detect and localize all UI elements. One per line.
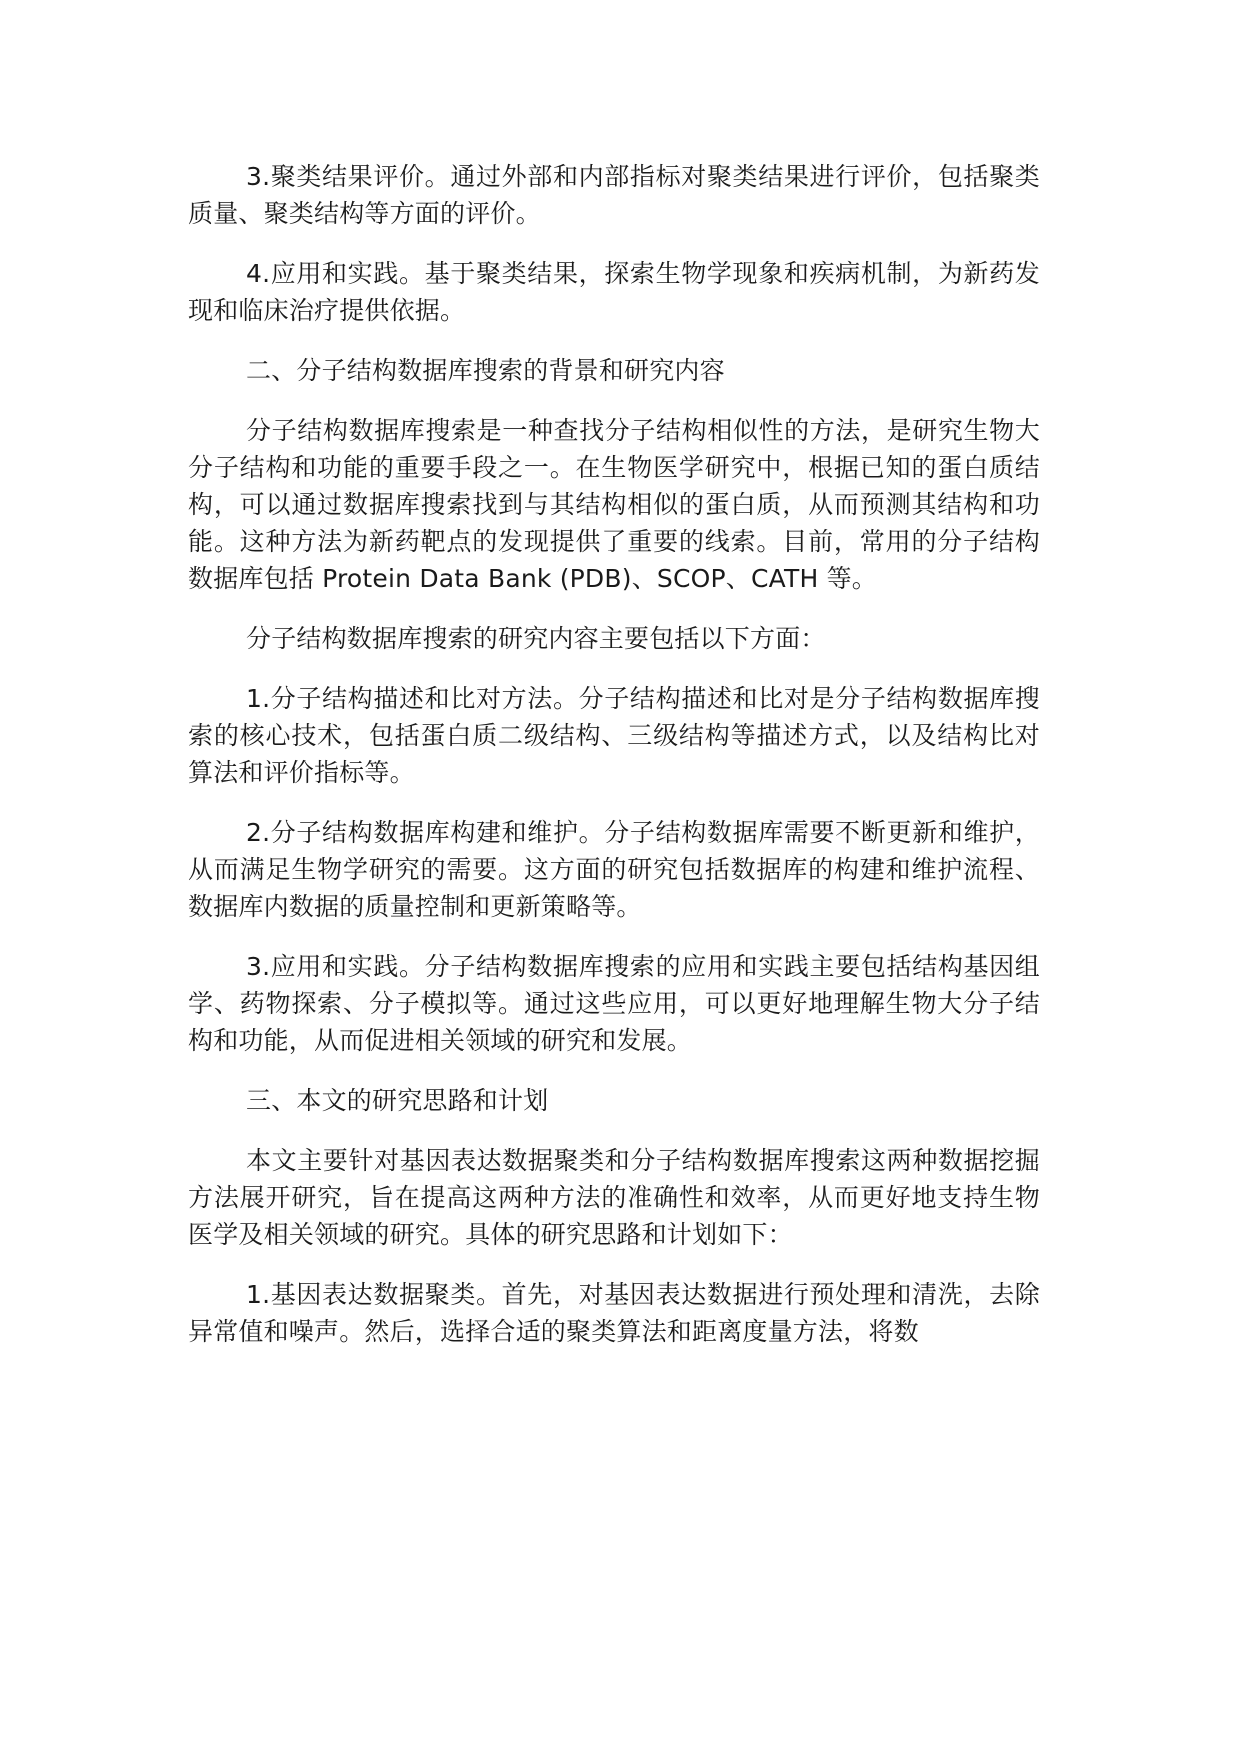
paragraph-search-application: 3.应用和实践。分子结构数据库搜索的应用和实践主要包括结构基因组学、药物探索、分子模拟等。通过这些应用，可以更好地理解生物大分子结构和功能，从而促进相关领域的研究和发展。 bbox=[188, 952, 1040, 1055]
section-heading-research-plan: 三、本文的研究思路和计划 bbox=[246, 1086, 549, 1115]
paragraph-gap bbox=[188, 1253, 1040, 1276]
paragraph-clustering-evaluation: 3.聚类结果评价。通过外部和内部指标对聚类结果进行评价，包括聚类质量、聚类结构等方面的评价。 bbox=[188, 162, 1040, 228]
paragraph-gap bbox=[188, 791, 1040, 814]
paragraph-gap bbox=[188, 1119, 1040, 1142]
paragraph-structure-description: 1.分子结构描述和比对方法。分子结构描述和比对是分子结构数据库搜索的核心技术，包括蛋白质二级结构、三级结构等描述方式，以及结构比对算法和评价指标等。 bbox=[188, 684, 1040, 787]
paragraph-gap bbox=[188, 1059, 1040, 1082]
paragraph-gap bbox=[188, 232, 1040, 255]
paragraph-gap bbox=[188, 657, 1040, 680]
paragraph-clustering-application: 4.应用和实践。基于聚类结果，探索生物学现象和疾病机制，为新药发现和临床治疗提供依据。 bbox=[188, 259, 1040, 325]
paragraph-gap bbox=[188, 389, 1040, 412]
paragraph-gap bbox=[188, 329, 1040, 352]
paragraph-gap bbox=[188, 597, 1040, 620]
paragraph-gap bbox=[188, 925, 1040, 948]
paragraph-database-maintenance: 2.分子结构数据库构建和维护。分子结构数据库需要不断更新和维护，从而满足生物学研究的需要。这方面的研究包括数据库的构建和维护流程、数据库内数据的质量控制和更新策略等。 bbox=[188, 818, 1040, 921]
document-body bbox=[188, 158, 1040, 1350]
paragraph-research-plan-intro: 本文主要针对基因表达数据聚类和分子结构数据库搜索这两种数据挖掘方法展开研究，旨在提高这两种方法的准确性和效率，从而更好地支持生物医学及相关领域的研究。具体的研究思路和计划如下： bbox=[188, 1146, 1040, 1249]
section-heading-molecular-structure: 二、分子结构数据库搜索的背景和研究内容 bbox=[246, 356, 725, 385]
paragraph-molecular-search-intro: 分子结构数据库搜索是一种查找分子结构相似性的方法，是研究生物大分子结构和功能的重要手段之一。在生物医学研究中，根据已知的蛋白质结构，可以通过数据库搜索找到与其结构相似的蛋白质，从而预测其结构和功能。这种方法为新药靶点的发现提供了重要的线索。目前，常用的分子结构数据库包括 Protein Data Bank (PDB)、SCOP、CATH 等。 bbox=[188, 416, 1040, 593]
paragraph-research-content-lead: 分子结构数据库搜索的研究内容主要包括以下方面： bbox=[246, 624, 826, 653]
paragraph-gene-clustering-plan: 1.基因表达数据聚类。首先，对基因表达数据进行预处理和清洗，去除异常值和噪声。然后，选择合适的聚类算法和距离度量方法，将数 bbox=[188, 1280, 1040, 1346]
